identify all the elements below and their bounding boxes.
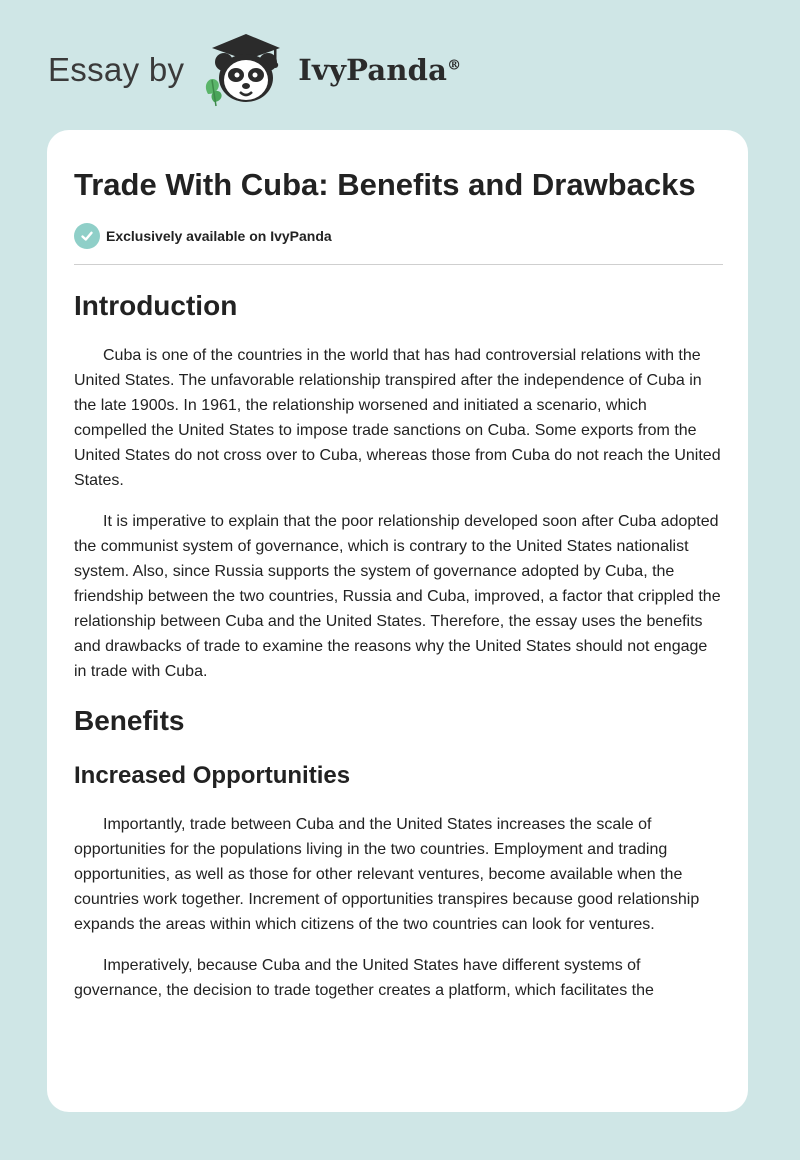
exclusive-badge-label: Exclusively available on IvyPanda	[106, 228, 332, 244]
paragraph: It is imperative to explain that the poor relationship developed soon after Cuba adopted the communist system of governance, which is contrary to the United States nationalist system. Also, since Russia supports the system of governance adopted by Cuba, the friendship between the two countries, Russia and Cuba, improved, a factor that crippled the relationship between Cuba and the United States. Therefore, the essay uses the benefits and drawbacks of trade to examine the reasons why the United States should not engage in trade with Cuba.	[74, 513, 721, 680]
panda-mascot-icon	[200, 32, 292, 108]
subheading-increased-opportunities: Increased Opportunities	[74, 762, 351, 789]
essay-by-label: Essay by	[48, 51, 185, 88]
essay-card	[47, 130, 748, 1112]
section-heading-benefits: Benefits	[74, 705, 185, 736]
checkmark-icon	[74, 223, 100, 249]
paragraph: Cuba is one of the countries in the world that has had controversial relations with the United States. The unfavorable relationship transpired after the independence of Cuba in the late 1900s. In 1961, the relationship worsened and initiated a scenario, which compelled the United States to impose trade sanctions on Cuba. Some exports from the United States do not cross over to Cuba, whereas those from Cuba do not reach the United States.	[74, 347, 721, 489]
ivypanda-logo[interactable]	[200, 32, 461, 108]
paragraph: Importantly, trade between Cuba and the United States increases the scale of opportunities for the populations living in the two countries. Employment and trading opportunities, as well as those for other relevant ventures, become available when the countries work together. Increment of opportunities transpires because good relationship expands the areas within which citizens of the two countries can look for ventures.	[74, 816, 700, 933]
brand-name: IvyPanda®	[298, 53, 462, 87]
title-divider	[74, 264, 723, 265]
section-heading-introduction: Introduction	[74, 290, 238, 321]
exclusive-badge	[74, 222, 721, 250]
paragraph: Imperatively, because Cuba and the United States have different systems of governance, the decision to trade together creates a platform, which facilitates the	[74, 957, 654, 999]
site-header	[48, 30, 461, 110]
page-title: Trade With Cuba: Benefits and Drawbacks	[74, 167, 696, 202]
